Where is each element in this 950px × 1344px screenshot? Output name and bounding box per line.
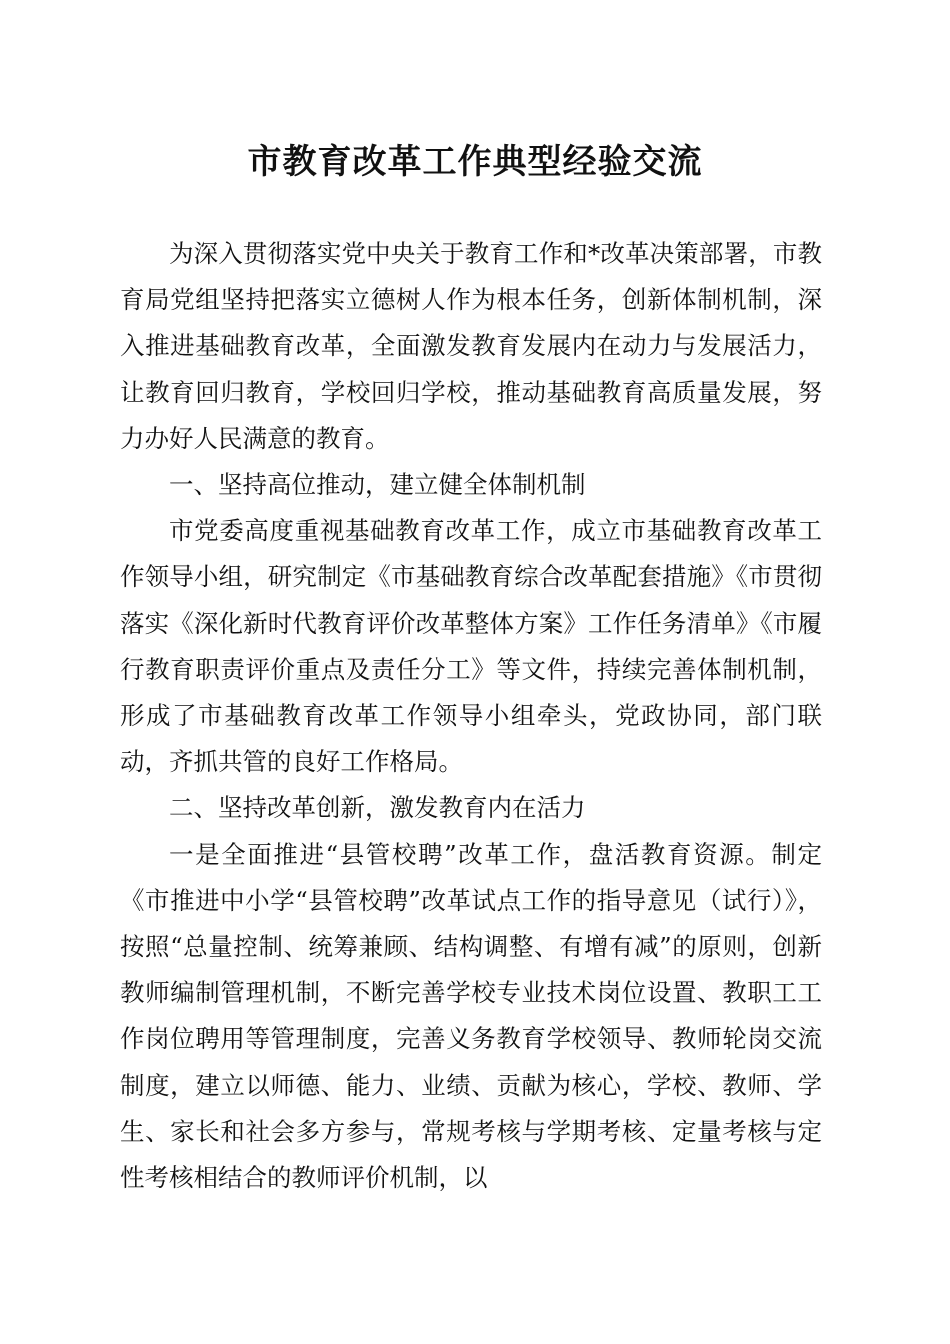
section-2-paragraph: 一是全面推进“县管校聘”改革工作，盘活教育资源。制定《市推进中小学“县管校聘”改革试点工作的指导意见（试行）》，按照“总量控制、统筹兼顾、结构调整、有增有减”的原则，创新教师编制管理机制，不断完善学校专业技术岗位设置、教职工工作岗位聘用等管理制度，完善义务教育学校领导、教师轮岗交流制度，建立以师德、能力、业绩、贡献为核心，学校、教师、学生、家长和社会多方参与，常规考核与学期考核、定量考核与定性考核相结合的教师评价机制，以 [120,839,822,1193]
section-1-paragraph: 市党委高度重视基础教育改革工作，成立市基础教育改革工作领导小组，研究制定《市基础教育综合改革配套措施》《市贯彻落实《深化新时代教育评价改革整体方案》工作任务清单》《市履行教育职责评价重点及责任分工》等文件，持续完善体制机制，形成了市基础教育改革工作领导小组牵头，党政协同，部门联动，齐抓共管的良好工作格局。 [120,516,822,777]
document-body [120,231,822,1201]
section-heading-1: 一、坚持高位推动，建立健全体制机制 [169,470,586,500]
section-heading-2: 二、坚持改革创新，激发教育内在活力 [169,793,586,823]
document-title: 市教育改革工作典型经验交流 [247,142,703,182]
intro-paragraph: 为深入贯彻落实党中央关于教育工作和*改革决策部署，市教育局党组坚持把落实立德树人作为根本任务，创新体制机制，深入推进基础教育改革，全面激发教育发展内在动力与发展活力，让教育回归教育，学校回归学校，推动基础教育高质量发展，努力办好人民满意的教育。 [120,239,822,453]
